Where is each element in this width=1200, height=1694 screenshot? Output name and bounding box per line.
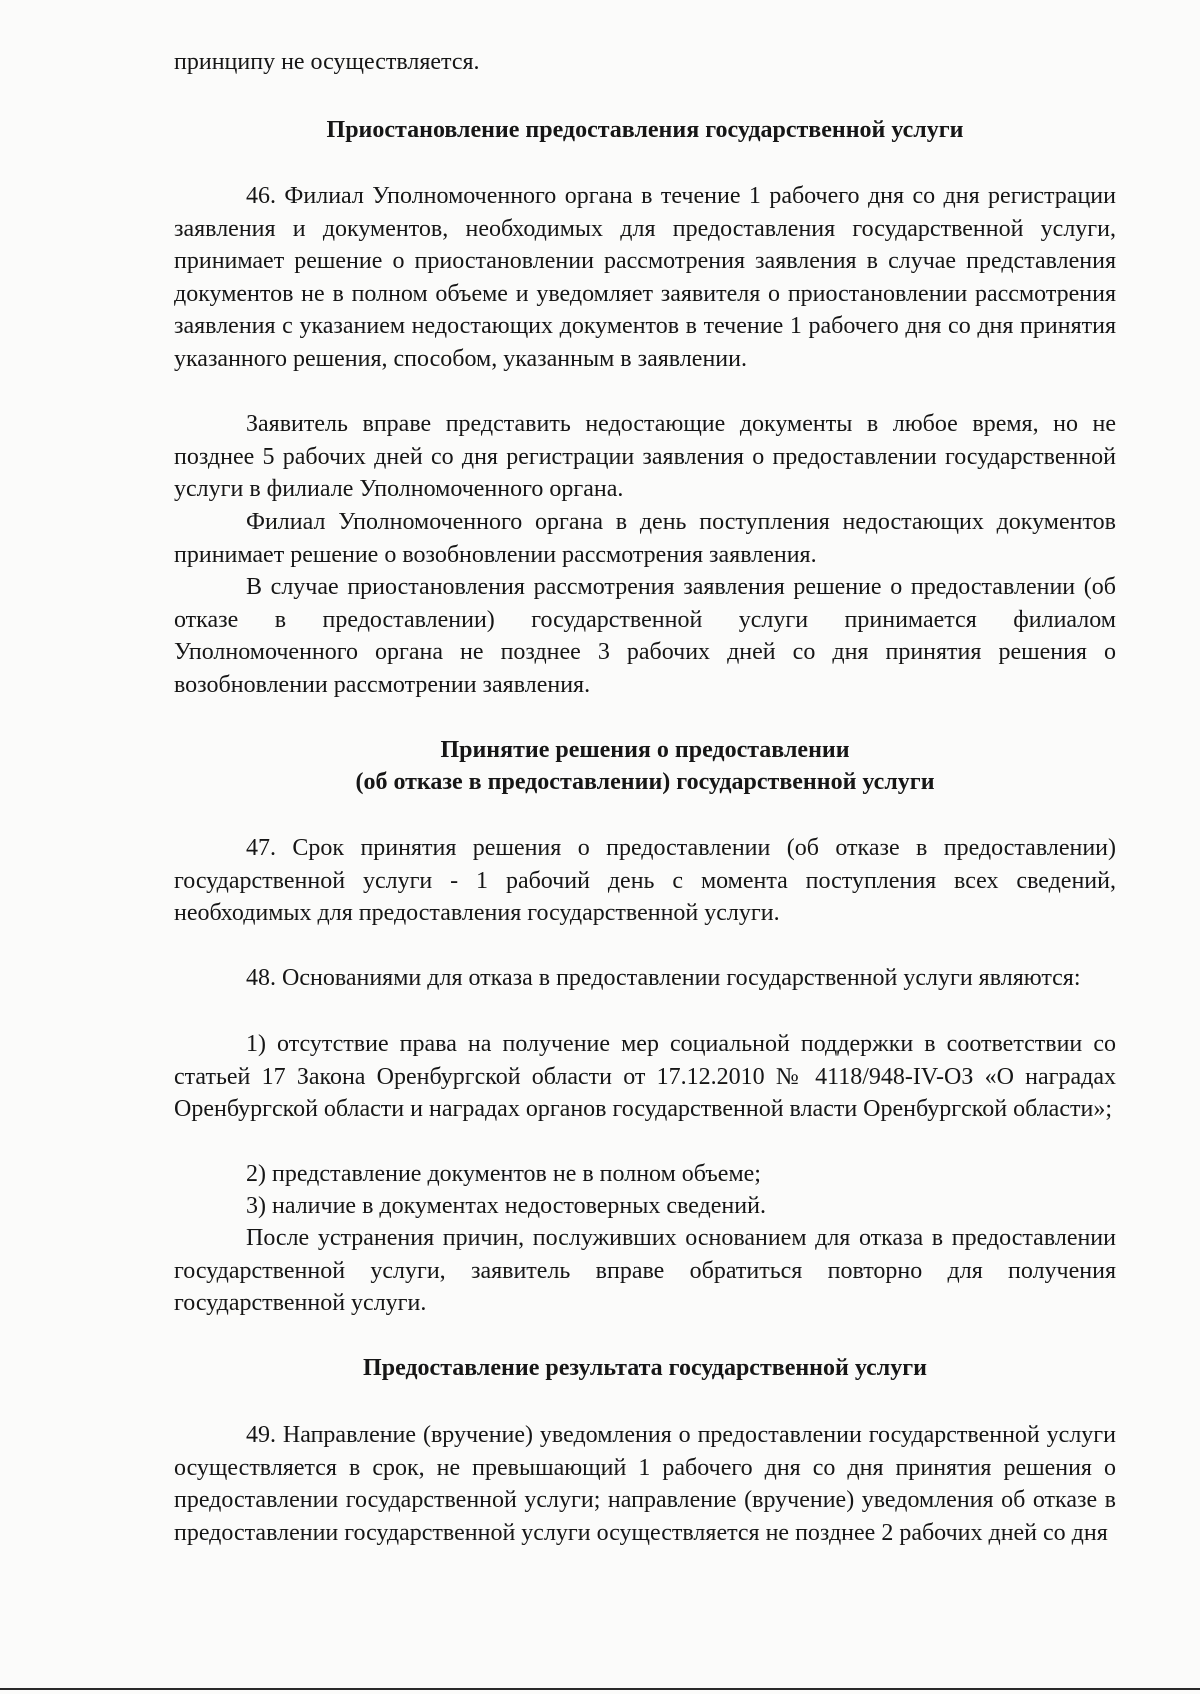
paragraph-48: 48. Основаниями для отказа в предоставлении государственной услуги являются: (246, 965, 1081, 991)
scan-bottom-edge (0, 1688, 1200, 1690)
continuation-text: принципу не осуществляется. (174, 49, 480, 75)
section-heading-decision-line2: (об отказе в предоставлении) государственной услуги (355, 769, 935, 795)
paragraph-46-applicant-right: Заявитель вправе представить недостающие документы в любое время, но не позднее 5 рабочих дней со дня регистрации заявления о предоставлении государственной услуги в филиале Уполномоченного органа. (174, 411, 1116, 503)
paragraph-46: 46. Филиал Уполномоченного органа в течение 1 рабочего дня со дня регистрации заявления и документов, необходимых для предоставления государственной услуги, принимает решение о приостановлении рассмотрения заявления в случае представления документов не в полном объеме и уведомляет заявителя о приостановлении рассмотрения заявления с указанием недостающих документов в течение 1 рабочего дня со дня принятия указанного решения, способом, указанным в заявлении. (174, 183, 1116, 372)
section-heading-result: Предоставление результата государственной услуги (363, 1355, 927, 1381)
paragraph-48-item-1: 1) отсутствие права на получение мер социальной поддержки в соответствии со статьей 17 Закона Оренбургской области от 17.12.2010 № 4118/948-IV-ОЗ «О наградах Оренбургской области и наградах органов государственной власти Оренбургской области»; (174, 1031, 1116, 1123)
section-heading-suspension: Приостановление предоставления государственной услуги (326, 117, 964, 143)
paragraph-48-item-3: 3) наличие в документах недостоверных сведений. (246, 1193, 766, 1219)
paragraph-48-item-2: 2) представление документов не в полном объеме; (246, 1161, 761, 1187)
paragraph-47: 47. Срок принятия решения о предоставлении (об отказе в предоставлении) государственной услуги - 1 рабочий день с момента поступления всех сведений, необходимых для предоставления государственной услуги. (174, 835, 1116, 927)
section-heading-decision-line1: Принятие решения о предоставлении (440, 737, 850, 763)
paragraph-46-decision-deadline: В случае приостановления рассмотрения заявления решение о предоставлении (об отказе в предоставлении) государственной услуги принимается филиалом Уполномоченного органа не позднее 3 рабочих дней со дня принятия решения о возобновлении рассмотрении заявления. (174, 574, 1116, 698)
paragraph-48-after: После устранения причин, послуживших основанием для отказа в предоставлении государственной услуги, заявитель вправе обратиться повторно для получения государственной услуги. (174, 1225, 1116, 1317)
paragraph-49: 49. Направление (вручение) уведомления о предоставлении государственной услуги осуществляется в срок, не превышающий 1 рабочего дня со дня принятия решения о предоставлении государственной услуги; направление (вручение) уведомления об отказе в предоставлении государственной услуги осуществляется не позднее 2 рабочих дней со дня (174, 1422, 1116, 1546)
paragraph-46-resumption: Филиал Уполномоченного органа в день поступления недостающих документов принимает решение о возобновлении рассмотрения заявления. (174, 509, 1116, 568)
